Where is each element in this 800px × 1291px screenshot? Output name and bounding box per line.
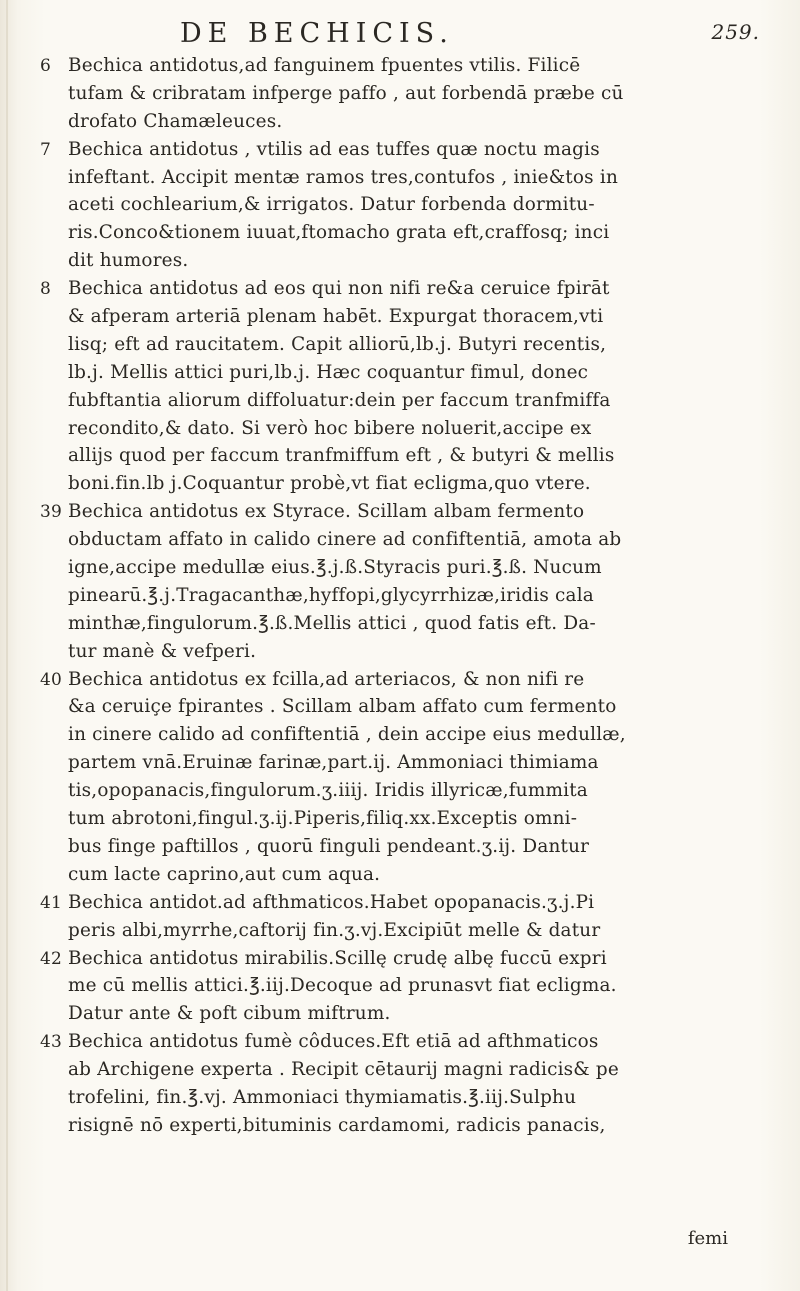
text-line [40, 442, 770, 470]
text-line [40, 1084, 770, 1112]
text-line [40, 275, 770, 303]
line-text: bus finge paftillos , quorū finguli pendeant.ʒ.ij. Dantur [68, 835, 590, 857]
entry-number: 40 [40, 669, 63, 690]
text-line [40, 1028, 770, 1056]
entry-number: 42 [40, 948, 63, 969]
gutter-shadow [6, 0, 8, 1291]
line-text: fubftantia aliorum diffoluatur:dein per faccum tranfmiffa [68, 389, 611, 411]
text-line [40, 805, 770, 833]
text-line [40, 415, 770, 443]
text-line [40, 108, 770, 136]
line-text: Datur ante & poft cibum miftrum. [68, 1003, 391, 1025]
line-text: lb.j. Mellis attici puri,lb.j. Hæc coquantur fimul, donec [68, 361, 589, 383]
text-line [40, 1056, 770, 1084]
entry [40, 136, 770, 275]
entry-number: 7 [40, 139, 52, 160]
line-text: boni.fin.lb j.Coquantur probè,vt fiat ecligma,quo vtere. [68, 473, 591, 495]
text-line [40, 833, 770, 861]
line-text: & afperam arteriā plenam habēt. Expurgat thoracem,vti [68, 306, 604, 328]
line-text: Bechica antidotus mirabilis.Scillę crudę albę fuccū expri [68, 947, 607, 969]
body-text [40, 52, 770, 1140]
entry [40, 889, 770, 945]
line-text: tur manè & vefperi. [68, 640, 257, 662]
text-line [40, 582, 770, 610]
text-line [40, 693, 770, 721]
line-text: infeftant. Accipit mentæ ramos tres,contufos , inie&tos in [68, 166, 618, 188]
line-text: allijs quod per faccum tranfmiffum eft , & butyri & mellis [68, 445, 615, 467]
line-text: Bechica antidotus ex Styrace. Scillam albam fermento [68, 501, 585, 523]
entry [40, 945, 770, 1029]
text-line [40, 610, 770, 638]
entry [40, 275, 770, 498]
text-line [40, 191, 770, 219]
text-line [40, 470, 770, 498]
line-text: Bechica antidotus fumè côduces.Eft etiā ad afthmaticos [68, 1031, 599, 1053]
line-text: igne,accipe medullæ eius.℥.j.ß.Styracis puri.℥.ß. Nucum [68, 557, 602, 579]
line-text: partem vnā.Eruinæ farinæ,part.ij. Ammoniaci thimiama [68, 752, 599, 774]
text-line [40, 861, 770, 889]
text-line [40, 945, 770, 973]
text-line [40, 777, 770, 805]
text-line [40, 1112, 770, 1140]
text-line [40, 359, 770, 387]
line-text: cum lacte caprino,aut cum aqua. [68, 863, 381, 885]
line-text: ris.Conco&tionem iuuat,ftomacho grata eft,craffosq; inci [68, 222, 610, 244]
line-text: minthæ,fingulorum.℥.ß.Mellis attici , quod fatis eft. Da- [68, 612, 596, 634]
text-line [40, 387, 770, 415]
text-line [40, 303, 770, 331]
text-line [40, 498, 770, 526]
line-text: Bechica antidot.ad afthmaticos.Habet opopanacis.ʒ.j.Pi [68, 891, 595, 913]
entry [40, 52, 770, 136]
entry [40, 666, 770, 889]
entry-number: 41 [40, 892, 63, 913]
line-text: in cinere calido ad confiftentiā , dein accipe eius medullæ, [68, 724, 626, 746]
line-text: ab Archigene experta . Recipit cētaurij magni radicis& pe [68, 1059, 619, 1081]
line-text: Bechica antidotus,ad fanguinem fpuentes vtilis. Filicē [68, 55, 581, 76]
entry-number: 8 [40, 279, 52, 300]
line-text: Bechica antidotus ex fcilla,ad arteriacos, & non nifi re [68, 668, 585, 690]
catchword: femi [687, 1228, 728, 1249]
text-line [40, 972, 770, 1000]
text-line [40, 247, 770, 275]
entry-number: 6 [40, 56, 52, 76]
text-line [40, 749, 770, 777]
text-line [40, 52, 770, 80]
running-head: DE BECHICIS. [180, 18, 454, 49]
line-text: tum abrotoni,fingul.ʒ.ij.Piperis,filiq.xx.Exceptis omni- [68, 808, 578, 830]
entry [40, 1028, 770, 1140]
page-header [150, 14, 760, 54]
line-text: pinearū.℥.j.Tragacanthæ,hyffopi,glycyrrhizæ,iridis cala [68, 584, 594, 606]
line-text: obductam affato in calido cinere ad confiftentiā, amota ab [68, 529, 622, 551]
text-line [40, 164, 770, 192]
line-text: recondito,& dato. Si verò hoc bibere noluerit,accipe ex [68, 417, 592, 439]
text-line [40, 554, 770, 582]
line-text: peris albi,myrrhe,caftorij fin.ʒ.vj.Excipiūt melle & datur [68, 919, 601, 941]
text-line [40, 721, 770, 749]
entry [40, 498, 770, 665]
text-line [40, 80, 770, 108]
line-text: lisq; eft ad raucitatem. Capit alliorū,lb.j. Butyri recentis, [68, 333, 607, 355]
text-line [40, 1000, 770, 1028]
text-line [40, 917, 770, 945]
entry-number: 43 [40, 1032, 63, 1053]
line-text: drofato Chamæleuces. [68, 110, 283, 132]
line-text: &a ceruiçe fpirantes . Scillam albam affato cum fermento [68, 696, 617, 718]
line-text: risignē nō experti,bituminis cardamomi, radicis panacis, [68, 1114, 606, 1136]
line-text: me cū mellis attici.℥.iij.Decoque ad prunasvt fiat ecligma. [68, 975, 617, 997]
text-line [40, 889, 770, 917]
text-line [40, 136, 770, 164]
page-number: 259. [711, 20, 760, 44]
line-text: trofelini, fin.℥.vj. Ammoniaci thymiamatis.℥.iij.Sulphu [68, 1086, 577, 1108]
line-text: aceti cochlearium,& irrigatos. Datur forbenda dormitu- [68, 194, 595, 216]
text-line [40, 638, 770, 666]
text-line [40, 666, 770, 694]
line-text: Bechica antidotus ad eos qui non nifi re&a ceruice fpirāt [68, 278, 610, 300]
text-line [40, 526, 770, 554]
line-text: tufam & cribratam infperge paffo , aut forbendā præbe cū [68, 82, 624, 104]
text-line [40, 219, 770, 247]
line-text: tis,opopanacis,fingulorum.ʒ.iiij. Iridis illyricæ,fummita [68, 780, 588, 802]
line-text: dit humores. [68, 250, 189, 272]
text-line [40, 331, 770, 359]
line-text: Bechica antidotus , vtilis ad eas tuffes quæ noctu magis [68, 138, 600, 160]
entry-number: 39 [40, 502, 63, 523]
